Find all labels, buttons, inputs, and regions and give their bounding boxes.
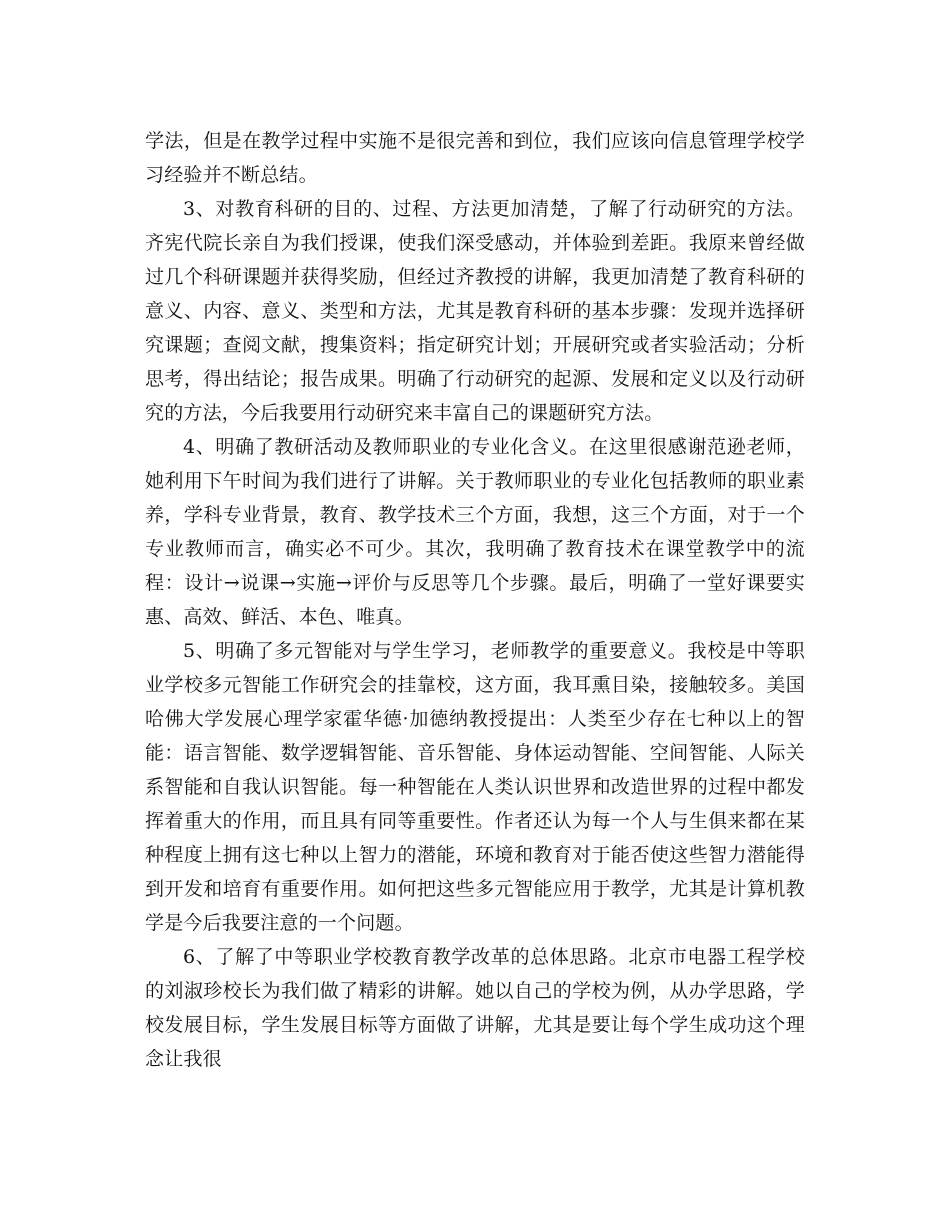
paragraph-item-5: 5、明确了多元智能对与学生学习，老师教学的重要意义。我校是中等职业学校多元智能工作研究会的挂靠校，这方面，我耳熏目染，接触较多。美国哈佛大学发展心理学家霍华德·加德纳教授提出：人类至少存在七种以上的智能：语言智能、数学逻辑智能、音乐智能、身体运动智能、空间智能、人际关系智能和自我认识智能。每一种智能在人类认识世界和改造世界的过程中都发挥着重大的作用，而且具有同等重要性。作者还认为每一个人与生俱来都在某种程度上拥有这七种以上智力的潜能，环境和教育对于能否使这些智力潜能得到开发和培育有重要作用。如何把这些多元智能应用于教学，尤其是计算机教学是今后我要注意的一个问题。 [145, 640, 805, 934]
document-body [145, 124, 805, 1076]
paragraph-item-3: 3、对教育科研的目的、过程、方法更加清楚，了解了行动研究的方法。齐宪代院长亲自为我们授课，使我们深受感动，并体验到差距。我原来曾经做过几个科研课题并获得奖励，但经过齐教授的讲解，我更加清楚了教育科研的意义、内容、意义、类型和方法，尤其是教育科研的基本步骤：发现并选择研究课题；查阅文献，搜集资料；指定研究计划；开展研究或者实验活动；分析思考，得出结论；报告成果。明确了行动研究的起源、发展和定义以及行动研究的方法，今后我要用行动研究来丰富自己的课题研究方法。 [145, 198, 805, 424]
paragraph-continuation: 学法，但是在教学过程中实施不是很完善和到位，我们应该向信息管理学校学习经验并不断总结。 [145, 130, 805, 186]
paragraph-item-6: 6、了解了中等职业学校教育教学改革的总体思路。北京市电器工程学校的刘淑珍校长为我们做了精彩的讲解。她以自己的学校为例，从办学思路，学校发展目标，学生发展目标等方面做了讲解，尤其是要让每个学生成功这个理念让我很 [145, 946, 805, 1070]
paragraph-item-4: 4、明确了教研活动及教师职业的专业化含义。在这里很感谢范逊老师，她利用下午时间为我们进行了讲解。关于教师职业的专业化包括教师的职业素养，学科专业背景，教育、教学技术三个方面，我想，这三个方面，对于一个专业教师而言，确实必不可少。其次，我明确了教育技术在课堂教学中的流程：设计→说课→实施→评价与反思等几个步骤。最后，明确了一堂好课要实惠、高效、鲜活、本色、唯真。 [145, 436, 805, 628]
